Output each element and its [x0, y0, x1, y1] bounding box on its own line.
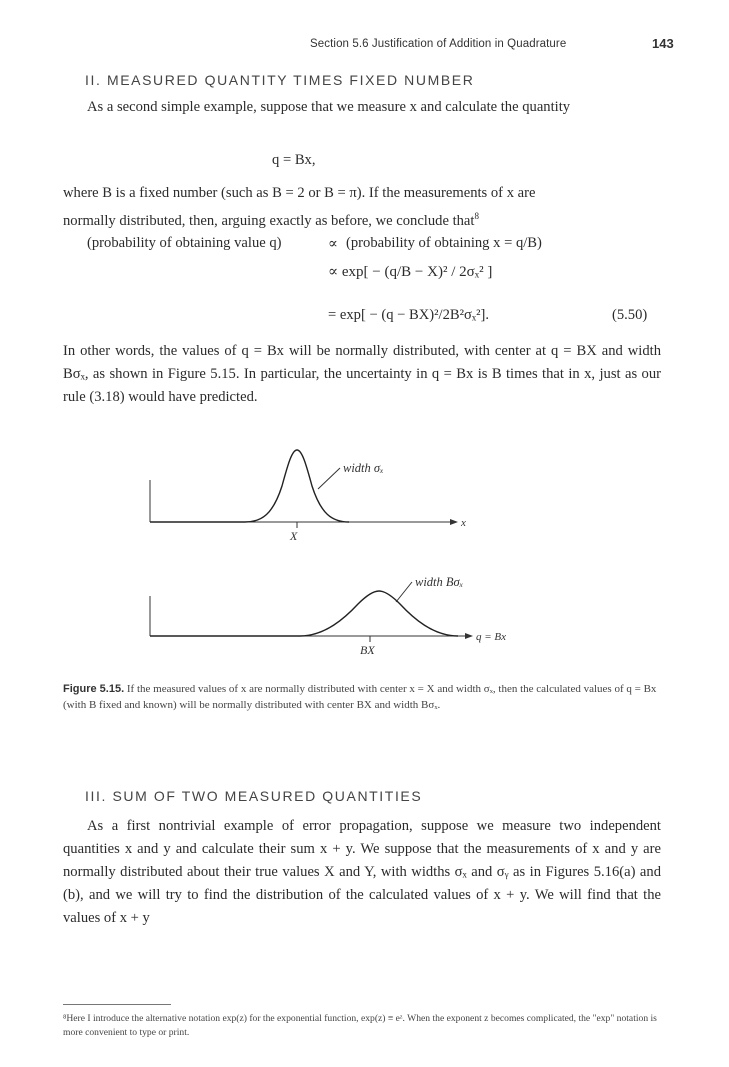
- running-header: Section 5.6 Justification of Addition in Quadrature: [310, 38, 567, 50]
- eq-line2: ∝ exp[ − (q/B − X)² / 2σₓ² ]: [328, 264, 493, 280]
- top-axis-arrow: [450, 519, 458, 525]
- footnote: ⁸Here I introduce the alternative notation exp(z) for the exponential function, exp(z) ≡ eᶻ. When the exponent z becomes complicated, the "exp" notation is more convenient to type or print.: [63, 1013, 657, 1038]
- figure-caption: [63, 682, 661, 713]
- caption-label: Figure 5.15.: [63, 683, 125, 695]
- bottom-axis-arrow: [465, 633, 473, 639]
- page-number: 143: [652, 36, 674, 51]
- para2-line1: where B is a fixed number (such as B = 2 or B = π). If the measurements of x are: [63, 185, 536, 201]
- bottom-axis-label: q = Bx: [476, 631, 507, 643]
- section-heading-2: II. MEASURED QUANTITY TIMES FIXED NUMBER: [85, 72, 475, 88]
- section-2-intro: As a second simple example, suppose that we measure x and calculate the quantity: [87, 99, 571, 115]
- eq-prob-left: (probability of obtaining value q): [87, 235, 282, 251]
- bottom-width-pointer: [396, 582, 412, 602]
- figure-5-15: [140, 436, 520, 666]
- footnote-ref: 8: [474, 211, 479, 221]
- section-heading-3: III. SUM OF TWO MEASURED QUANTITIES: [85, 788, 423, 804]
- section-3-para: As a first nontrivial example of error propagation, suppose we measure two independent quantities x and y and calculate their sum x + y. We suppose that the measurements of x and y are normally distributed about their true values X and Y, with widths σₓ and σᵧ as in Figures 5.16(a) and (b), and we will try to find the distribution of the calculated values of x + y. We will find that the values of x + y: [63, 818, 661, 926]
- bottom-center-label: BX: [360, 643, 375, 657]
- equation-q-bx: q = Bx,: [272, 152, 316, 168]
- eq-number: (5.50): [612, 307, 648, 323]
- footnote-rule: [63, 1004, 171, 1005]
- bottom-gaussian-curve: [150, 591, 458, 636]
- section-2-para2: [63, 182, 661, 233]
- top-width-label: width σₓ: [343, 461, 384, 475]
- eq-proportional: ∝: [328, 236, 338, 252]
- para2-line2: normally distributed, then, arguing exactly as before, we conclude that$^8$: [63, 211, 479, 229]
- top-axis-label: x: [461, 517, 466, 529]
- top-center-label: X: [290, 529, 298, 543]
- bottom-width-label: width Bσₓ: [415, 575, 464, 589]
- eq-line3: = exp[ − (q − BX)²/2B²σₓ²].: [328, 307, 489, 323]
- caption-text: If the measured values of x are normally distributed with center x = X and width σₓ, then the calculated values of q = Bx (with B fixed and known) will be normally distributed with center BX and width Bσₓ.: [63, 683, 657, 711]
- top-gaussian-curve: [150, 450, 349, 522]
- section-2-para3: In other words, the values of q = Bx will be normally distributed, with center at q = BX and width Bσₓ, as shown in Figure 5.15. In particular, the uncertainty in q = Bx is B times that in x, just as our rule (3.18) would have predicted.: [63, 343, 661, 405]
- top-width-pointer: [318, 468, 340, 489]
- eq-prob-right: (probability of obtaining x = q/B): [346, 235, 542, 251]
